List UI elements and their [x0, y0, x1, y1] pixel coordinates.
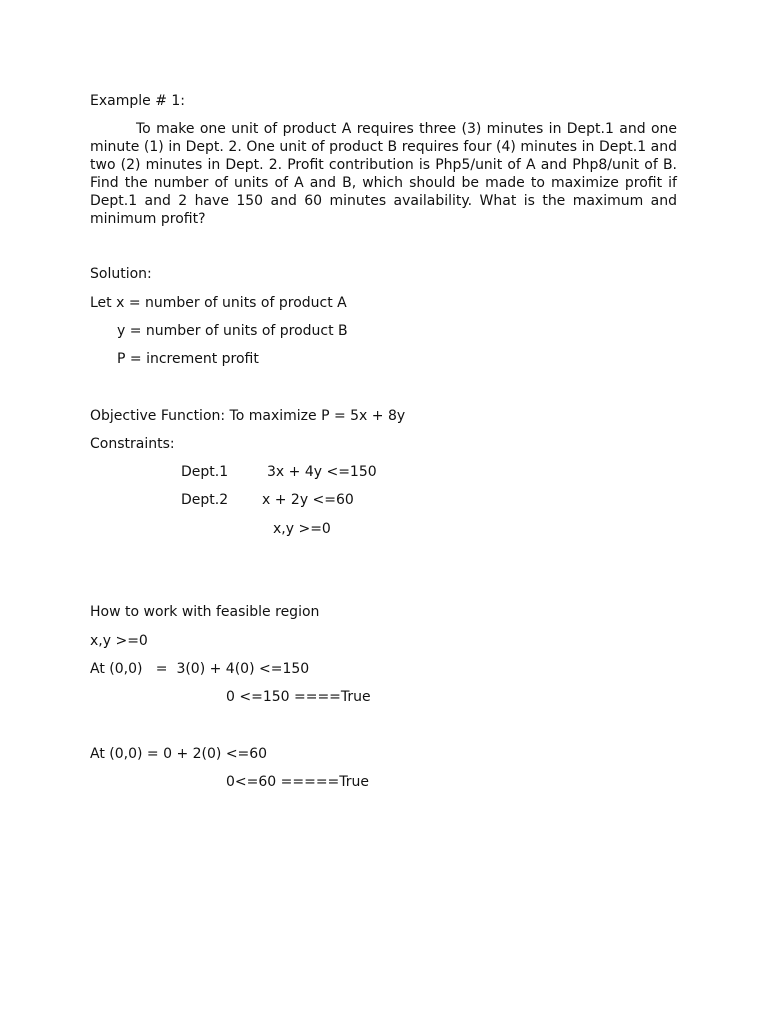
example-heading: Example # 1:	[90, 93, 185, 109]
constraint-dept1-label: Dept.1	[181, 464, 229, 480]
constraints-heading: Constraints:	[90, 436, 175, 452]
check-dept2-line: At (0,0) = 0 + 2(0) <=60	[90, 746, 268, 762]
check-dept2-result: 0<=60 =====True	[226, 774, 370, 790]
constraint-nonnegativity: x,y >=0	[273, 521, 331, 537]
variable-x-definition: Let x = number of units of product A	[90, 295, 347, 311]
feasible-region-heading: How to work with feasible region	[90, 604, 320, 620]
feasible-nonnegativity: x,y >=0	[90, 633, 148, 649]
problem-statement: To make one unit of product A requires three (3) minutes in Dept.1 and one minute (1) in Dept. 2. One unit of product B requires four (4) minutes in Dept.1 and two (2) minutes in Dept. 2. Profit contribution is Php5/unit of A and Php8/unit of B. Find the number of units of A and B, which should be made to maximize profit if Dept.1 and 2 have 150 and 60 minutes availability. What is the maximum and minimum profit?	[90, 121, 677, 227]
solution-heading: Solution:	[90, 266, 152, 282]
variable-p-definition: P = increment profit	[117, 351, 259, 367]
constraint-dept2-label: Dept.2	[181, 492, 229, 508]
constraint-dept1-expression: 3x + 4y <=150	[267, 464, 377, 480]
variable-y-definition: y = number of units of product B	[117, 323, 348, 339]
objective-function: Objective Function: To maximize P = 5x + 8y	[90, 408, 406, 424]
check-dept1-line: At (0,0) = 3(0) + 4(0) <=150	[90, 661, 310, 677]
check-dept1-result: 0 <=150 ====True	[226, 689, 371, 705]
constraint-dept2-expression: x + 2y <=60	[262, 492, 354, 508]
